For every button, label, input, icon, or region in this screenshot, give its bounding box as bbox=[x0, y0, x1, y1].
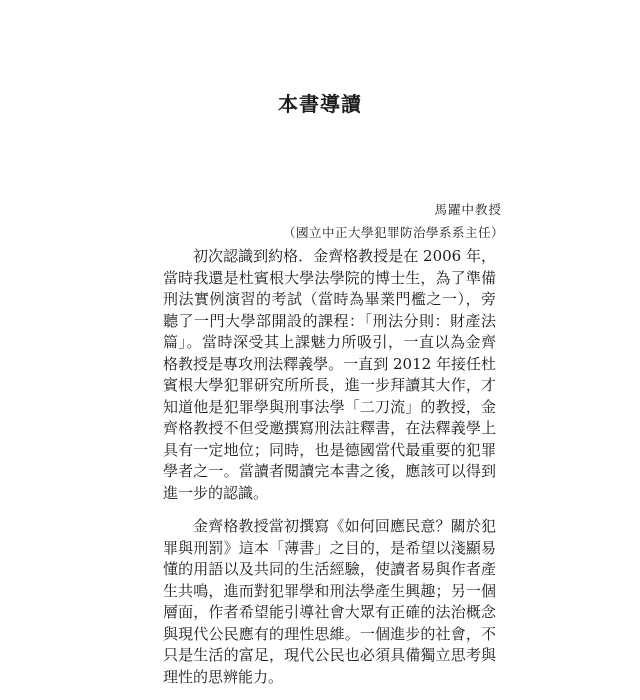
paragraph-2: 金齊格教授當初撰寫《如何回應民意？關於犯罪與刑罰》這本「薄書」之目的，是希望以淺顯易懂的用語以及共同的生活經驗，使讀者易與作者產生共鳴，進而對犯罪學和刑法學產生興趣；另一個層面，作者希望能引導社會大眾有正確的法治概念與現代公民應有的理性思維。一個進步的社會，不只是生活的富足，現代公民也必須具備獨立思考與理性的思辨能力。 bbox=[163, 517, 496, 686]
author-affiliation: （國立中正大學犯罪防治學系系主任） bbox=[282, 225, 504, 240]
paragraph-1: 初次認識到約格．金齊格教授是在 2006 年，當時我還是杜賓根大學法學院的博士生，為了準備刑法實例演習的考試（當時為畢業門檻之一），旁聽了一門大學部開設的課程：「刑法分則：財產法篇」。當時深受其上課魅力所吸引，一直以為金齊格教授是專攻刑法釋義學。一直到 2012 年接任杜賓根大學犯罪研究所所長，進一步拜讀其大作，才知道他是犯罪學與刑事法學「二刀流」的教授，金齊格教授不但受邀撰寫刑法註釋書，在法釋義學上具有一定地位；同時，也是德國當代最重要的犯罪學者之一。當讀者閱讀完本書之後，應該可以得到進一步的認識。 bbox=[163, 247, 496, 502]
page-title: 本書導讀 bbox=[278, 92, 362, 116]
body-text bbox=[163, 246, 496, 700]
author-name: 馬躍中教授 bbox=[434, 202, 502, 217]
